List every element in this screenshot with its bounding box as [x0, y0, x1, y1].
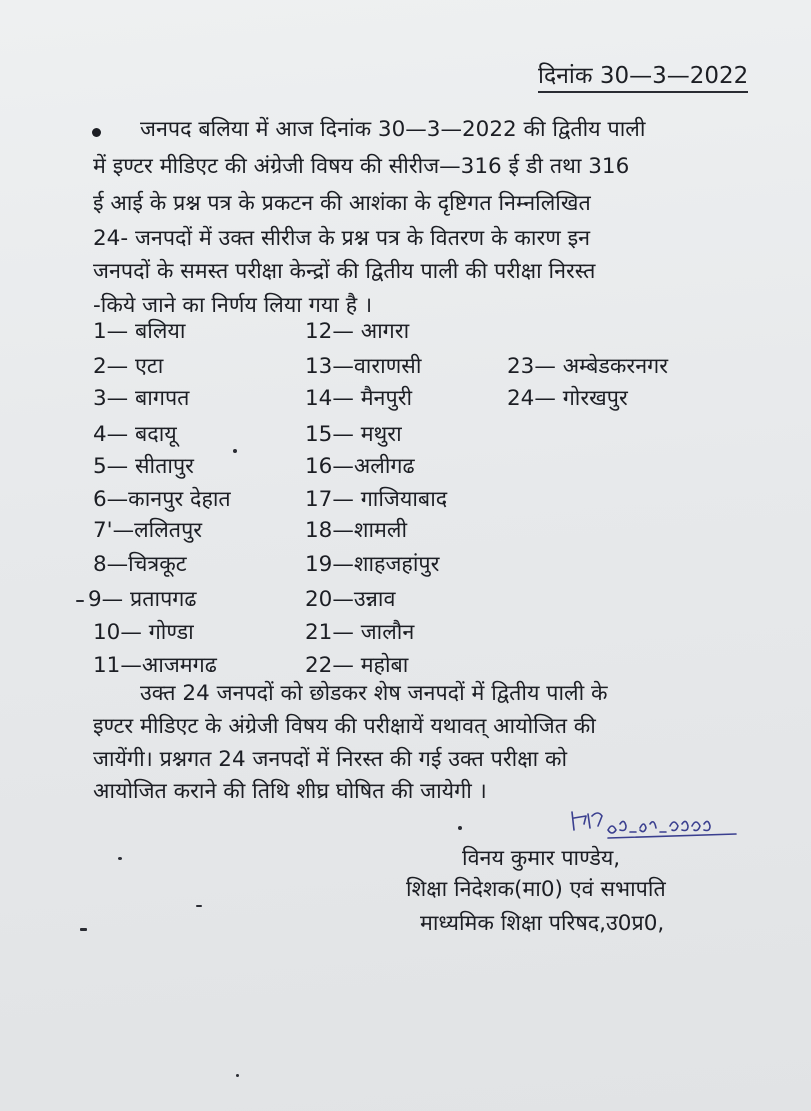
- district-item: 3— बागपत: [93, 386, 190, 411]
- district-item: 20—उन्नाव: [305, 587, 396, 612]
- district-item: 17— गाजियाबाद: [305, 487, 448, 512]
- district-item: 7'—ललितपुर: [93, 518, 203, 543]
- district-item: 23— अम्बेडकरनगर: [507, 354, 669, 379]
- handwritten-signature: [568, 804, 743, 844]
- body-line: ई आई के प्रश्न पत्र के प्रकटन की आशंका के दृष्टिगत निम्नलिखित: [93, 191, 591, 216]
- body-line: -किये जाने का निर्णय लिया गया है ।: [93, 293, 373, 318]
- paper-mark: [236, 1074, 239, 1077]
- body-line: 24- जनपदों में उक्त सीरीज के प्रश्न पत्र के वितरण के कारण इन: [93, 226, 591, 251]
- district-item: 16—अलीगढ: [305, 454, 415, 479]
- closing-line: उक्त 24 जनपदों को छोडकर शेष जनपदों में द्वितीय पाली के: [140, 681, 608, 706]
- district-item: 14— मैनपुरी: [305, 386, 413, 411]
- body-line: में इण्टर मीडिएट की अंग्रेजी विषय की सीरीज—316 ई डी तथा 316: [93, 154, 630, 179]
- district-item: 12— आगरा: [305, 319, 410, 344]
- body-line: जनपदों के समस्त परीक्षा केन्द्रों की द्वितीय पाली की परीक्षा निरस्त: [93, 259, 596, 284]
- district-item: 11—आजमगढ: [93, 653, 217, 678]
- district-item: 15— मथुरा: [305, 422, 402, 447]
- closing-line: आयोजित कराने की तिथि शीघ्र घोषित की जायेगी ।: [93, 779, 487, 804]
- district-item: 5— सीतापुर: [93, 454, 194, 479]
- bullet-icon: [92, 128, 101, 137]
- district-item: 1— बलिया: [93, 319, 186, 344]
- district-item: 10— गोण्डा: [93, 620, 194, 645]
- paper-mark: [80, 928, 87, 931]
- paper-mark: [196, 905, 202, 907]
- closing-line: इण्टर मीडिएट के अंग्रेजी विषय की परीक्षायें यथावत् आयोजित की: [93, 714, 596, 739]
- district-item: 4— बदायू: [93, 422, 177, 447]
- district-item: 22— महोबा: [305, 653, 409, 678]
- closing-line: जायेंगी। प्रश्नगत 24 जनपदों में निरस्त की गई उक्त परीक्षा को: [93, 747, 568, 772]
- paper-mark: [458, 826, 462, 830]
- district-item: 13—वाराणसी: [305, 354, 422, 379]
- district-item: 9— प्रतापगढ: [88, 587, 197, 612]
- district-item: 19—शाहजहांपुर: [305, 552, 440, 577]
- signatory-designation: शिक्षा निदेशक(मा0) एवं सभापति: [406, 877, 666, 902]
- district-item: 8—चित्रकूट: [93, 552, 187, 577]
- district-item: 24— गोरखपुर: [507, 386, 628, 411]
- district-item: 18—शामली: [305, 518, 408, 543]
- body-line: जनपद बलिया में आज दिनांक 30—3—2022 की द्वितीय पाली: [140, 117, 646, 142]
- paper-mark: [118, 857, 122, 860]
- district-item: 6—कानपुर देहात: [93, 487, 231, 512]
- district-item: 2— एटा: [93, 354, 164, 379]
- signatory-office: माध्यमिक शिक्षा परिषद,उ0प्र0,: [420, 911, 665, 936]
- signatory-name: विनय कुमार पाण्डेय,: [462, 846, 621, 871]
- paper-mark: [76, 600, 84, 602]
- district-item: 21— जालौन: [305, 620, 415, 645]
- paper-mark: [233, 449, 237, 453]
- document-date: दिनांक 30—3—2022: [538, 58, 748, 93]
